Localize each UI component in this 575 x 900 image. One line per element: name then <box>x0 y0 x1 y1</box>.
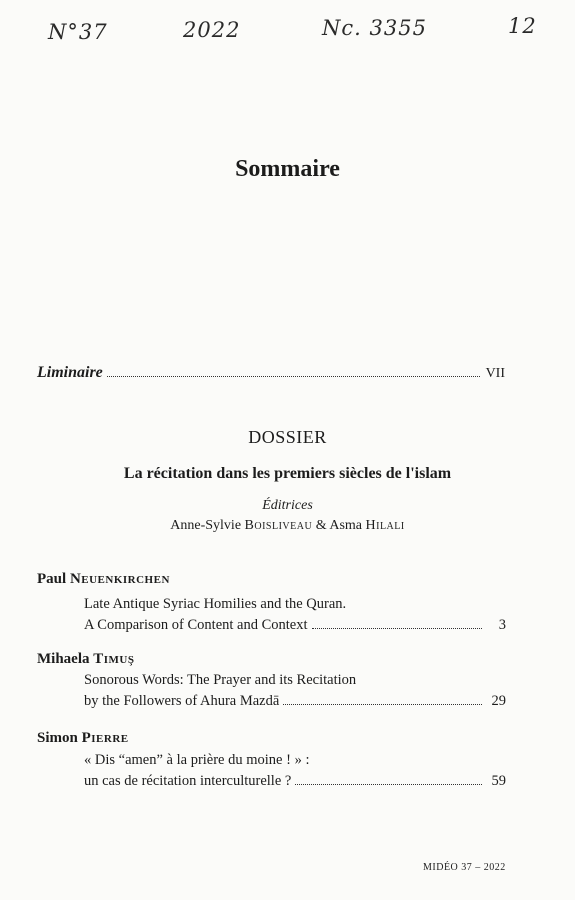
author-last: Pierre <box>81 730 129 746</box>
liminaire-label: Liminaire <box>37 364 103 381</box>
author-last: Timuş <box>93 651 135 667</box>
dossier-heading: DOSSIER <box>248 427 327 447</box>
handwritten-note-issue: N°37 <box>48 20 108 44</box>
article-author <box>37 730 129 747</box>
page-title: Sommaire <box>235 156 340 182</box>
handwritten-note-number: Nc. 3355 <box>322 16 427 40</box>
dot-leader <box>312 627 482 629</box>
dot-leader <box>283 703 482 705</box>
handwritten-note-year: 2022 <box>183 18 241 42</box>
article-title-line1: « Dis “amen” à la prière du moine ! » : <box>84 752 310 768</box>
dot-leader <box>107 375 480 377</box>
editor1-first: Anne-Sylvie <box>170 518 242 533</box>
editor2-first: Asma <box>329 518 362 533</box>
article-title-line2: by the Followers of Ahura Mazdā <box>84 693 280 709</box>
article-title-line1: Sonorous Words: The Prayer and its Recitation <box>84 672 357 688</box>
article-page: 3 <box>498 617 506 633</box>
editor2-last: Hilali <box>365 518 405 533</box>
article-page: 29 <box>491 693 506 709</box>
author-first: Mihaela <box>37 651 90 667</box>
author-last: Neuenkirchen <box>69 571 170 587</box>
dossier-subtitle: La récitation dans les premiers siècles de l'islam <box>123 465 452 482</box>
author-first: Simon <box>37 730 78 746</box>
article-title-line1: Late Antique Syriac Homilies and the Quran. <box>84 596 347 612</box>
article-author <box>37 571 170 588</box>
toc-entry-article[interactable] <box>84 750 506 792</box>
toc-entry-liminaire[interactable] <box>37 364 505 382</box>
article-title-line2: A Comparison of Content and Context <box>84 617 308 633</box>
editors-names <box>0 518 575 534</box>
article-author <box>37 651 134 668</box>
author-first: Paul <box>37 571 67 587</box>
editors-label: Éditrices <box>262 498 313 513</box>
editors-separator: & <box>315 518 327 533</box>
dot-leader <box>295 783 482 785</box>
editor1-last: Boisliveau <box>244 518 313 533</box>
handwritten-note-count: 12 <box>508 14 537 38</box>
toc-entry-article[interactable] <box>84 670 506 712</box>
article-title-line2: un cas de récitation interculturelle ? <box>84 773 292 789</box>
toc-entry-article[interactable] <box>84 594 506 636</box>
liminaire-page: VII <box>485 366 505 381</box>
article-page: 59 <box>491 773 506 789</box>
page-footer: MIDÉO 37 – 2022 <box>423 862 506 873</box>
